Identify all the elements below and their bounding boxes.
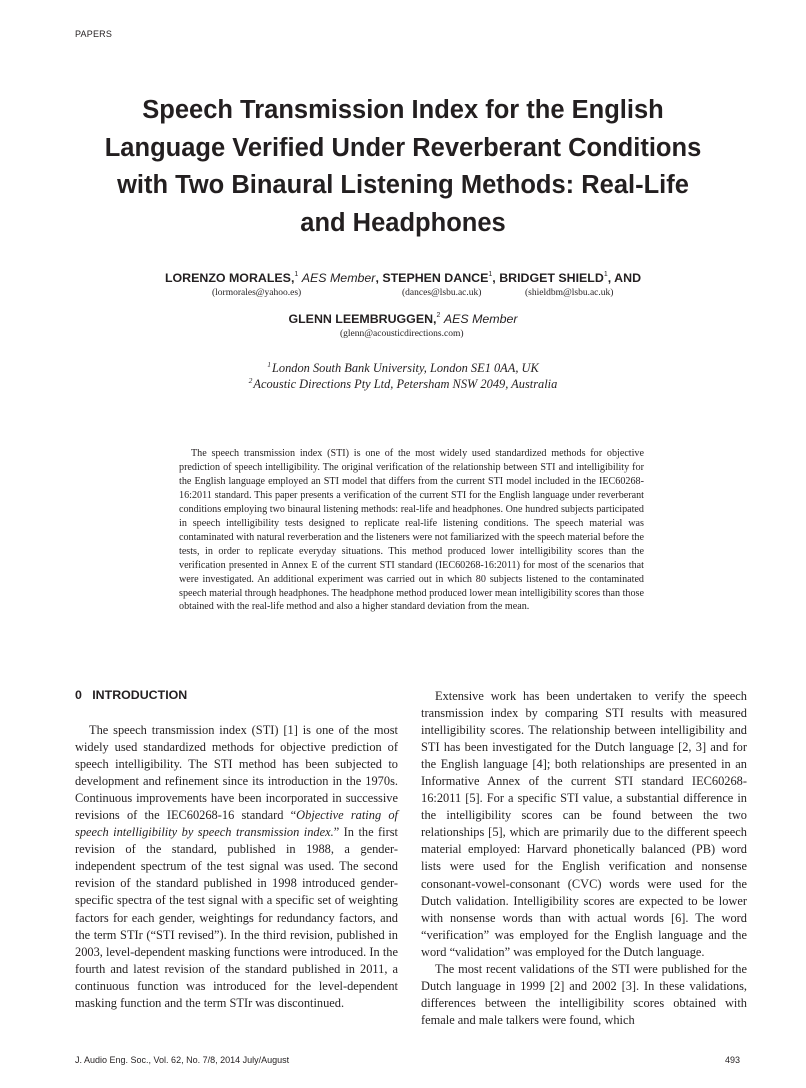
footer-journal: J. Audio Eng. Soc., Vol. 62, No. 7/8, 2014 July/August: [75, 1055, 290, 1065]
section-number: 0: [75, 688, 82, 702]
author-email-leembruggen: (glenn@acousticdirections.com): [340, 329, 464, 339]
author-line-1: [0, 271, 806, 285]
author-name-shield: BRIDGET SHIELD: [499, 271, 604, 285]
author-separator: ,: [607, 271, 612, 285]
running-head: PAPERS: [75, 29, 113, 39]
author-line-2: [0, 312, 806, 326]
author-email-morales: (lormorales@yahoo.es): [212, 288, 302, 298]
page-number: 493: [725, 1055, 741, 1065]
abstract-text: The speech transmission index (STI) is one of the most widely used standardized methods for objective prediction of speech intelligibility. The original verification of the relationship between STI and intelligibility for the English language employed an STI model that differs from the current STI model included in the IEC60268-16:2011 standard. This paper presents a verification of the current STI for the English language under reverberant conditions employing two binaural listening methods: real-life and headphones. One hundred subjects participated in speech intelligibility tests designed to replicate real-life listening conditions. The speech material was contaminated with natural reverberation and the listeners were not familiarized with the speech material before the tests, in order to replicate everyday situations. This method produced lower intelligibility scores than the verification presented in Annex E of the current STI standard (IEC60268-16:2011) for most of the scenarios that were investigated. An additional experiment was carried out in which 80 subjects listened to the contaminated speech material through headphones. The headphone method produced lower mean intelligibility scores than those obtained with the real-life method and also a higher standard deviation from the mean.: [179, 448, 644, 613]
affiliation-text: London South Bank University, London SE1 0AA, UK: [272, 361, 539, 375]
author-separator: ,: [375, 271, 379, 285]
author-email-shield: (shieldbm@lsbu.ac.uk): [525, 288, 614, 298]
author-affil-sup: 2: [436, 312, 441, 319]
title-line: with Two Binaural Listening Methods: Real-Life: [117, 171, 689, 199]
body-paragraph: [75, 722, 398, 1012]
author-affil-sup: 1: [294, 271, 299, 278]
body-paragraph: Extensive work has been undertaken to verify the speech transmission index by comparing STI results with measured intelligibility scores. The relationship between intelligibility and STI has been investigated for the Dutch language [2, 3] and for the English language [4]; both relationships are presented in an Informative Annex of the current STI standard IEC60268-16:2011 [5]. For a specific STI value, a substantial difference in the intelligibility scores can be found between the two relationships [5], which are primarily due to the different speech material employed: Harvard phonetically balanced (PB) word lists were used for the English verification and nonsense consonant-vowel-consonant (CVC) words were used for the Dutch validation. Intelligibility scores are expected to be lower with nonsense words than with actual words [6]. The word “verification” was employed for the English language and the word “validation” was employed for the Dutch language.: [421, 689, 747, 959]
affiliation-text: Acoustic Directions Pty Ltd, Petersham NSW 2049, Australia: [253, 377, 558, 391]
author-separator: ,: [492, 271, 496, 285]
author-affil-sup: 1: [488, 271, 493, 278]
section-title: INTRODUCTION: [92, 688, 188, 702]
section-heading: [75, 688, 187, 702]
body-column-left: [75, 722, 398, 1012]
abstract: [179, 447, 644, 614]
title-line: and Headphones: [300, 208, 506, 237]
title-line: Speech Transmission Index for the English: [142, 96, 664, 124]
body-text-italic: Objective rating of speech intelligibility by speech transmission index.: [75, 808, 398, 840]
body-paragraph: The most recent validations of the STI were published for the Dutch language in 1999 [2] and 2002 [3]. In these validations, differences between the intelligibility scores obtained with female and male talkers were found, which: [421, 961, 747, 1027]
affiliation-2: [0, 376, 806, 392]
author-role-leembruggen: AES Member: [443, 312, 518, 326]
affiliation-num: 2: [248, 376, 253, 385]
affiliation-num: 1: [267, 360, 271, 369]
body-column-right: [421, 688, 747, 1029]
title-line: Language Verified Under Reverberant Conditions: [104, 133, 702, 162]
author-affil-sup: 1: [603, 271, 608, 278]
author-name-leembruggen: GLENN LEEMBRUGGEN,: [288, 312, 437, 326]
author-conjunction: AND: [614, 271, 642, 285]
body-text: ” In the first revision of the standard, published in 1988, a gender-independent spectrum of the test signal was used. The second revision of the standard published in 1998 introduced gender-specific spectra of the test signal with a specific set of weighting factors for each gender, weightings for redundancy factors, and the term STIr (“STI revised”). In the third revision, published in 2003, level-dependent masking functions were introduced. In the fourth and latest revision of the standard published in 2011, a continuous function was introduced for the level-dependent masking function and the term STIr was discontinued.: [75, 825, 398, 1010]
author-role-morales: AES Member: [301, 271, 376, 285]
body-text: The speech transmission index (STI) [1] is one of the most widely used standardized methods for objective prediction of speech intelligibility. The STI method has been subjected to development and refinement since its introduction in the 1970s. Continuous improvements have been incorporated in successive revisions of the IEC60268-16 standard “: [75, 723, 398, 823]
affiliation-1: [0, 360, 806, 376]
author-name-morales: LORENZO MORALES,: [164, 271, 295, 285]
author-name-dance: STEPHEN DANCE: [382, 271, 489, 285]
paper-title: [60, 92, 746, 242]
author-email-dance: (dances@lsbu.ac.uk): [402, 288, 482, 298]
